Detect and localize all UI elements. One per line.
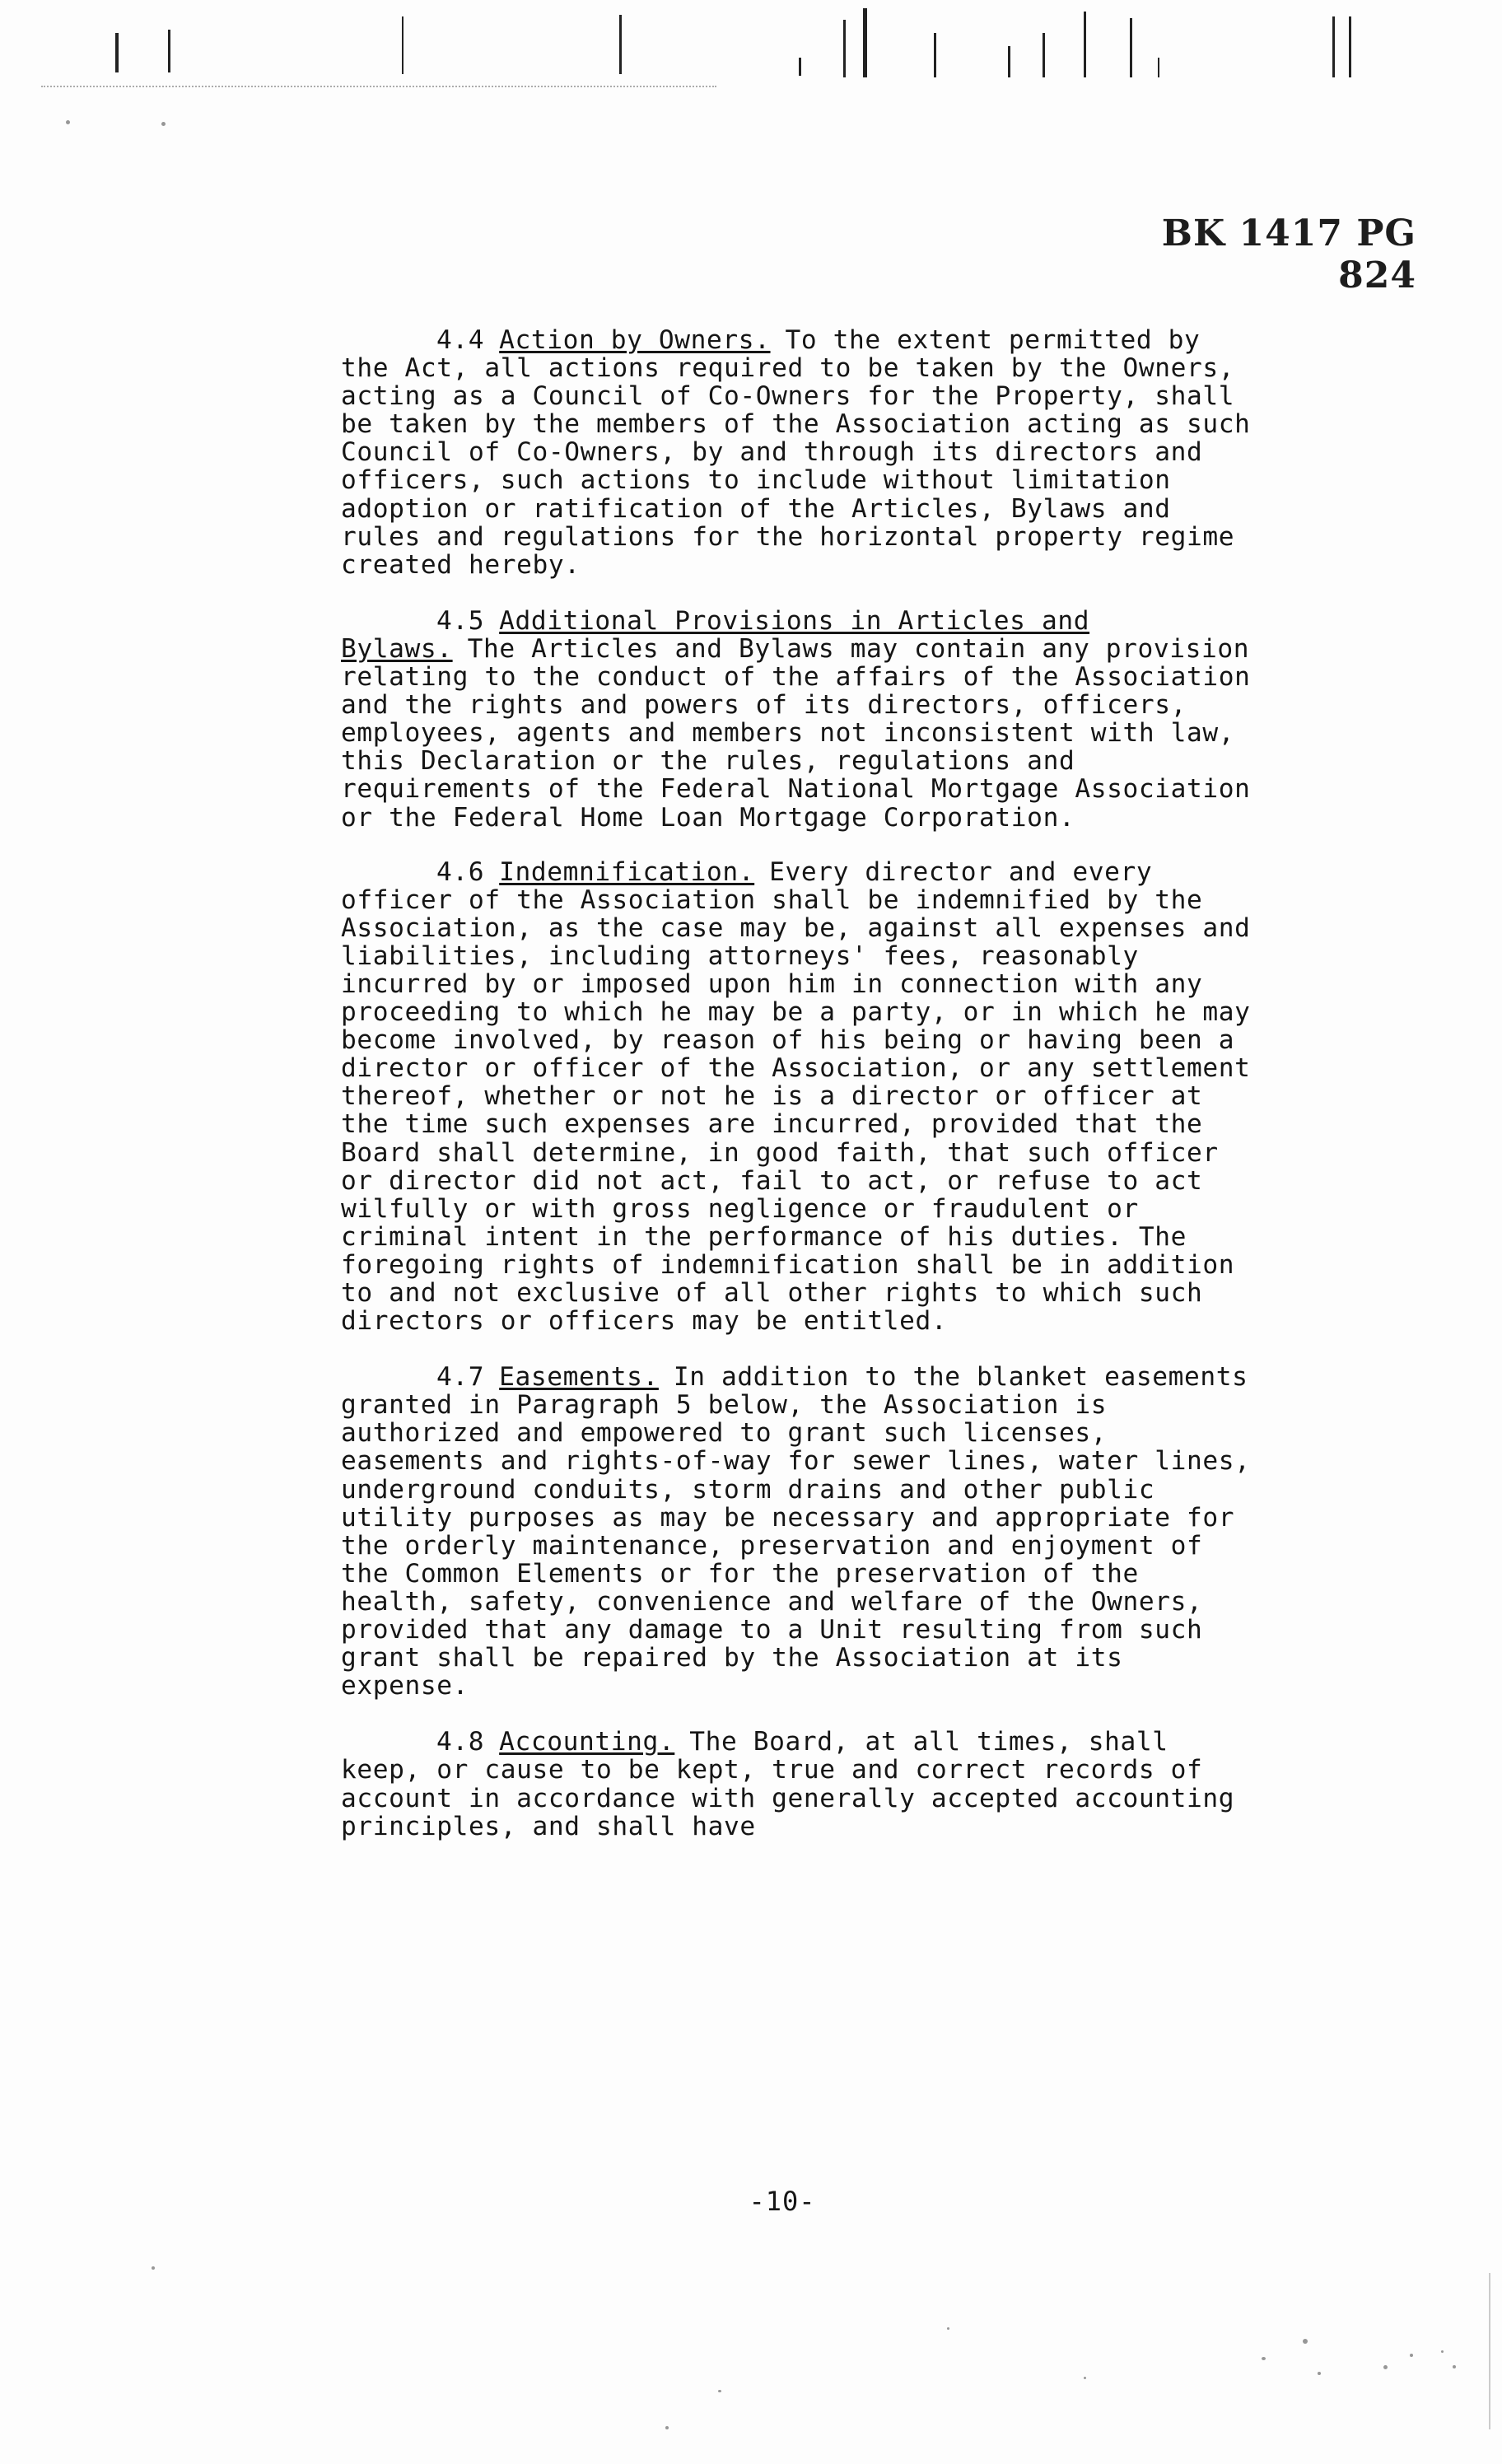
paragraph-number: 4.6: [436, 856, 485, 887]
document-body: [341, 326, 1263, 1869]
paragraph-4-4: [341, 326, 1263, 579]
paragraph-text: In addition to the blanket easements granted in Paragraph 5 below, the Association is authorized and empowered to grant such licenses, easements and rights-of-way for sewer lines, water lines, underground conduits, storm drains and other public utility purposes as may be necessary and appropriate for the orderly maintenance, preservation and enjoyment of the Common Elements or for the preservation of the health, safety, convenience and welfare of the Owners, provided that any damage to a Unit resulting from such grant shall be repaired by the Association at its expense.: [341, 1362, 1251, 1701]
paragraph-text: To the extent permitted by the Act, all actions required to be taken by the Owners, acting as a Council of Co-Owners for the Property, shall be taken by the members of the Association acting as such Council of Co-Owners, by and through its directors and officers, such actions to include without limitation adoption or ratification of the Articles, Bylaws and rules and regulations for the horizontal property regime created hereby.: [341, 325, 1251, 580]
paragraph-4-5: [341, 607, 1263, 832]
paragraph-number: 4.5: [436, 605, 485, 636]
book-page-reference: BK 1417 PG 824: [1161, 212, 1416, 296]
paragraph-text: The Articles and Bylaws may contain any provision relating to the conduct of the affairs of the Association and the rights and powers of its directors, officers, employees, agents and members not inconsistent with law, this Declaration or the rules, regulations and requirements of the Federal National Mortgage Association or the Federal Home Loan Mortgage Corporation.: [341, 633, 1251, 833]
paragraph-4-7: [341, 1363, 1263, 1700]
paragraph-number: 4.7: [436, 1362, 485, 1393]
paragraph-heading: Action by Owners.: [499, 325, 771, 355]
paragraph-heading: Accounting.: [499, 1727, 675, 1757]
paragraph-4-6: [341, 858, 1263, 1336]
paragraph-number: 4.8: [436, 1727, 485, 1757]
scan-artifact-top: [0, 0, 1502, 115]
paragraph-text: Every director and every officer of the Association shall be indemnified by the Association, as the case may be, against all expenses and liabilities, including attorneys' fees, reasonably incurred by or imposed upon him in connection with any proceeding to which he may be a party, or in which he may become involved, by reason of his being or having been a director or officer of the Association, or any settlement thereof, whether or not he is a director or officer at the time such expenses are incurred, provided that the Board shall determine, in good faith, that such officer or director did not act, fail to act, or refuse to act wilfully or with gross negligence or fraudulent or criminal intent in the performance of his duties. The foregoing rights of indemnification shall be in addition to and not exclusive of all other rights to which such directors or officers may be entitled.: [341, 856, 1251, 1337]
paragraph-number: 4.4: [436, 325, 485, 355]
paragraph-heading: Additional Provisions in Articles and Bylaws.: [341, 605, 1090, 664]
paragraph-heading: Indemnification.: [499, 856, 755, 887]
paragraph-4-8: [341, 1728, 1263, 1840]
paragraph-heading: Easements.: [499, 1362, 659, 1393]
page-number: -10-: [749, 2186, 816, 2217]
paragraph-text: The Board, at all times, shall keep, or cause to be kept, true and correct records of account in accordance with generally accepted accounting principles, and shall have: [341, 1727, 1235, 1841]
